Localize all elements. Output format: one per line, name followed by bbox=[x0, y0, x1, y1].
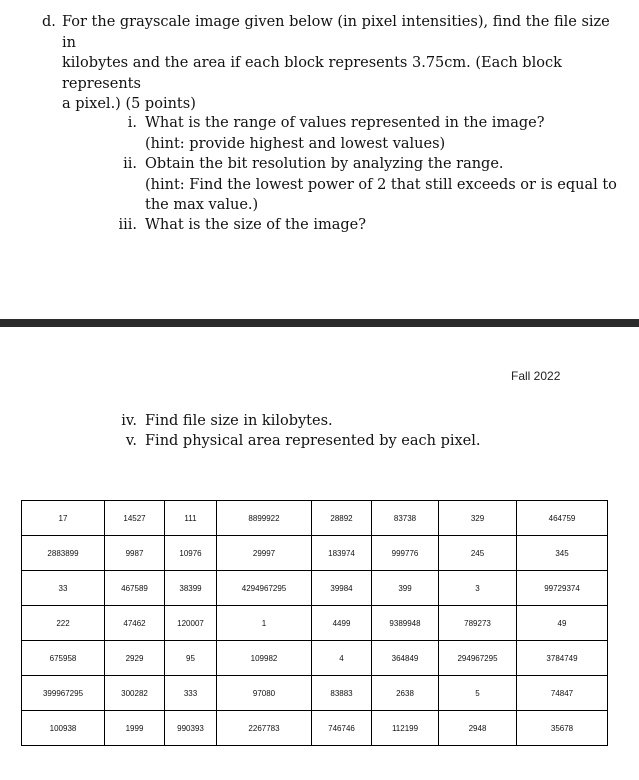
subquestion-text: What is the range of values represented in the image? bbox=[145, 115, 545, 131]
table-cell: 999776 bbox=[372, 536, 439, 571]
question-body bbox=[62, 12, 622, 115]
table-cell: 4294967295 bbox=[217, 571, 312, 606]
question-line: a pixel.) (5 points) bbox=[62, 96, 196, 112]
subquestion-number: iii. bbox=[118, 217, 137, 233]
table-cell: 2267783 bbox=[217, 711, 312, 746]
table-cell: 329 bbox=[439, 501, 517, 536]
footer-term: Fall 2022 bbox=[511, 369, 561, 383]
table-cell: 74847 bbox=[517, 676, 608, 711]
table-cell: 47462 bbox=[105, 606, 165, 641]
table-cell: 399 bbox=[372, 571, 439, 606]
table-cell: 1999 bbox=[105, 711, 165, 746]
subquestion-number: ii. bbox=[123, 156, 137, 172]
table-cell: 3 bbox=[439, 571, 517, 606]
table-cell: 990393 bbox=[165, 711, 217, 746]
subquestion-number: i. bbox=[127, 115, 137, 131]
table-cell: 120007 bbox=[165, 606, 217, 641]
table-cell: 245 bbox=[439, 536, 517, 571]
table-cell: 675958 bbox=[22, 641, 105, 676]
table-cell: 294967295 bbox=[439, 641, 517, 676]
subquestion-hint: (hint: provide highest and lowest values) bbox=[145, 135, 446, 152]
table-cell: 100938 bbox=[22, 711, 105, 746]
table-cell: 5 bbox=[439, 676, 517, 711]
question-line: For the grayscale image given below (in pixel intensities), find the file size in bbox=[62, 14, 610, 51]
table-cell: 111 bbox=[165, 501, 217, 536]
table-cell: 112199 bbox=[372, 711, 439, 746]
table-row bbox=[22, 641, 608, 676]
page-divider bbox=[0, 319, 639, 327]
table-cell: 10976 bbox=[165, 536, 217, 571]
pixel-intensity-table bbox=[21, 500, 608, 746]
table-cell: 33 bbox=[22, 571, 105, 606]
table-cell: 83883 bbox=[312, 676, 372, 711]
table-cell: 28892 bbox=[312, 501, 372, 536]
table-cell: 467589 bbox=[105, 571, 165, 606]
table-cell: 9389948 bbox=[372, 606, 439, 641]
table-cell: 83738 bbox=[372, 501, 439, 536]
subquestion-text: Obtain the bit resolution by analyzing the range. bbox=[145, 156, 504, 172]
table-cell: 1 bbox=[217, 606, 312, 641]
table-cell: 300282 bbox=[105, 676, 165, 711]
table-cell: 2948 bbox=[439, 711, 517, 746]
table-cell: 222 bbox=[22, 606, 105, 641]
table-row bbox=[22, 501, 608, 536]
table-cell: 746746 bbox=[312, 711, 372, 746]
table-cell: 8899922 bbox=[217, 501, 312, 536]
subquestion-number: iv. bbox=[121, 413, 137, 429]
table-cell: 2638 bbox=[372, 676, 439, 711]
table-cell: 4499 bbox=[312, 606, 372, 641]
table-row bbox=[22, 606, 608, 641]
table-cell: 345 bbox=[517, 536, 608, 571]
table-cell: 49 bbox=[517, 606, 608, 641]
table-cell: 109982 bbox=[217, 641, 312, 676]
table-cell: 4 bbox=[312, 641, 372, 676]
table-cell: 97080 bbox=[217, 676, 312, 711]
table-cell: 38399 bbox=[165, 571, 217, 606]
table-cell: 464759 bbox=[517, 501, 608, 536]
table-cell: 333 bbox=[165, 676, 217, 711]
subquestion-text: What is the size of the image? bbox=[145, 217, 367, 233]
table-cell: 39984 bbox=[312, 571, 372, 606]
table-cell: 3784749 bbox=[517, 641, 608, 676]
subquestion-number: v. bbox=[125, 433, 137, 449]
table-row bbox=[22, 676, 608, 711]
table-cell: 2929 bbox=[105, 641, 165, 676]
table-cell: 183974 bbox=[312, 536, 372, 571]
subquestion-text: Find physical area represented by each pixel. bbox=[145, 433, 481, 449]
subquestion-hint: (hint: Find the lowest power of 2 that still exceeds or is equal to bbox=[145, 176, 617, 193]
table-cell: 2883899 bbox=[22, 536, 105, 571]
subquestion-hint: the max value.) bbox=[145, 197, 259, 213]
table-cell: 364849 bbox=[372, 641, 439, 676]
table-row bbox=[22, 711, 608, 746]
table-cell: 95 bbox=[165, 641, 217, 676]
table-cell: 9987 bbox=[105, 536, 165, 571]
subquestion-text: Find file size in kilobytes. bbox=[145, 413, 333, 429]
table-cell: 35678 bbox=[517, 711, 608, 746]
table-cell: 29997 bbox=[217, 536, 312, 571]
table-cell: 399967295 bbox=[22, 676, 105, 711]
table-cell: 99729374 bbox=[517, 571, 608, 606]
table-cell: 789273 bbox=[439, 606, 517, 641]
table-row bbox=[22, 536, 608, 571]
table-cell: 17 bbox=[22, 501, 105, 536]
question-label: d. bbox=[42, 14, 56, 30]
table-cell: 14527 bbox=[105, 501, 165, 536]
question-line: kilobytes and the area if each block represents 3.75cm. (Each block represents bbox=[62, 55, 562, 92]
table-row bbox=[22, 571, 608, 606]
